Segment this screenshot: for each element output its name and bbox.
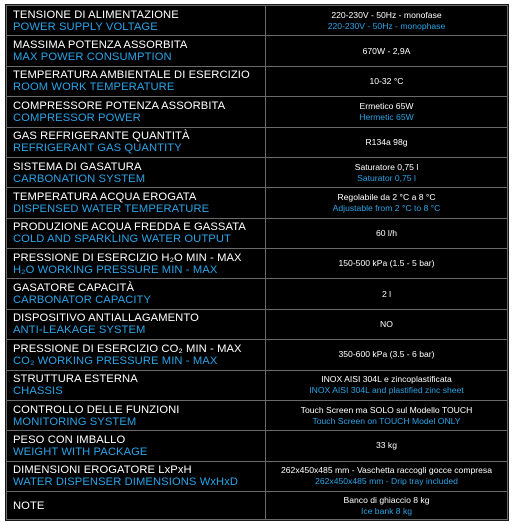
spec-label-italian: GAS REFRIGERANTE QUANTITÀ — [13, 130, 190, 143]
spec-label-english: COLD AND SPARKLING WATER OUTPUT — [13, 233, 231, 246]
spec-value-cell — [266, 157, 508, 187]
spec-label-italian: GASATORE CAPACITÀ — [13, 282, 135, 295]
spec-label-english: CHASSIS — [13, 385, 63, 398]
spec-value-cell — [266, 400, 508, 430]
spec-value-cell — [266, 279, 508, 309]
spec-value-cell — [266, 309, 508, 339]
spec-label-english: ROOM WORK TEMPERATURE — [13, 81, 175, 94]
spec-label-cell — [7, 218, 266, 248]
spec-value-italian: 220-230V - 50Hz - monofase — [331, 9, 442, 20]
spec-label-italian: SISTEMA DI GASATURA — [13, 160, 142, 173]
spec-value-cell — [266, 6, 508, 36]
spec-value-english: Hermetic 65W — [359, 111, 414, 122]
spec-label-english: COMPRESSOR POWER — [13, 111, 141, 124]
spec-value-italian: R134a 98g — [365, 136, 408, 147]
spec-row — [7, 461, 508, 491]
spec-label-italian: MASSIMA POTENZA ASSORBITA — [13, 39, 188, 52]
spec-label-italian: PRODUZIONE ACQUA FREDDA E GASSATA — [13, 221, 246, 234]
spec-label-italian: DISPOSITIVO ANTIALLAGAMENTO — [13, 312, 199, 325]
spec-label-english: MONITORING SYSTEM — [13, 415, 137, 428]
spec-value-italian: 350-600 kPa (3.5 - 6 bar) — [338, 349, 435, 360]
spec-row — [7, 66, 508, 96]
spec-label-cell — [7, 249, 266, 279]
spec-row — [7, 249, 508, 279]
spec-label-english: WEIGHT WITH PACKAGE — [13, 445, 148, 458]
spec-label-cell — [7, 97, 266, 127]
spec-row — [7, 218, 508, 248]
spec-value-cell — [266, 218, 508, 248]
spec-value-english: INOX AISI 304L and plastified zinc sheet — [309, 385, 464, 396]
spec-value-english: Ice bank 8 kg — [360, 505, 413, 516]
spec-row — [7, 400, 508, 430]
spec-label-italian: TEMPERATURA AMBIENTALE DI ESERCIZIO — [13, 69, 250, 82]
spec-value-italian: Banco di ghiaccio 8 kg — [343, 494, 430, 505]
spec-label-cell — [7, 370, 266, 400]
spec-label-italian: DIMENSIONI EROGATORE LxPxH — [13, 464, 192, 477]
spec-label-cell — [7, 6, 266, 36]
spec-row — [7, 97, 508, 127]
spec-row — [7, 279, 508, 309]
spec-row — [7, 492, 508, 520]
spec-label-cell — [7, 66, 266, 96]
spec-value-cell — [266, 492, 508, 520]
spec-value-italian: 670W - 2,9A — [362, 45, 411, 56]
spec-label-english: CO₂ WORKING PRESSURE MIN - MAX — [13, 354, 218, 367]
spec-label-italian: STRUTTURA ESTERNA — [13, 373, 138, 386]
spec-label-english: MAX POWER CONSUMPTION — [13, 51, 172, 64]
spec-label-cell — [7, 127, 266, 157]
spec-row — [7, 157, 508, 187]
spec-label-english: H₂O WORKING PRESSURE MIN - MAX — [13, 263, 218, 276]
spec-row — [7, 309, 508, 339]
spec-value-cell — [266, 249, 508, 279]
spec-value-italian: 2 l — [381, 288, 392, 299]
spec-row — [7, 431, 508, 461]
spec-label-italian: PRESSIONE DI ESERCIZIO CO₂ MIN - MAX — [13, 342, 242, 355]
spec-value-english: Touch Screen on TOUCH Model ONLY — [312, 415, 461, 426]
spec-value-italian: 60 l/h — [375, 227, 398, 238]
spec-value-english: Adjustable from 2 °C to 8 °C — [332, 202, 441, 213]
spec-value-cell — [266, 461, 508, 491]
spec-row — [7, 188, 508, 218]
spec-value-italian: NO — [380, 318, 393, 329]
spec-label-cell — [7, 492, 266, 520]
spec-value-english: 220-230V - 50Hz - monophase — [327, 20, 446, 31]
spec-label-cell — [7, 36, 266, 66]
spec-value-english: Saturator 0,75 l — [357, 172, 416, 183]
spec-label-cell — [7, 340, 266, 370]
spec-value-italian: Touch Screen ma SOLO sul Modello TOUCH — [300, 404, 473, 415]
spec-label-english: WATER DISPENSER DIMENSIONS WxHxD — [13, 476, 239, 489]
spec-value-cell — [266, 431, 508, 461]
spec-row — [7, 127, 508, 157]
spec-value-italian: Saturatore 0,75 l — [354, 161, 419, 172]
spec-row — [7, 340, 508, 370]
spec-label-italian: PRESSIONE DI ESERCIZIO H₂O MIN - MAX — [13, 251, 242, 264]
spec-label-italian: PESO CON IMBALLO — [13, 433, 126, 446]
spec-label-italian: TEMPERATURA ACQUA EROGATA — [13, 190, 197, 203]
spec-label-english: ANTI-LEAKAGE SYSTEM — [13, 324, 146, 337]
spec-label-cell — [7, 309, 266, 339]
spec-value-italian: Regolabile da 2 °C a 8 °C — [337, 191, 436, 202]
spec-value-cell — [266, 340, 508, 370]
spec-sheet — [5, 4, 509, 521]
spec-value-cell — [266, 36, 508, 66]
spec-label-english: REFRIGERANT GAS QUANTITY — [13, 142, 182, 155]
spec-value-italian: 10-32 °C — [369, 75, 404, 86]
spec-label-cell — [7, 157, 266, 187]
spec-row — [7, 36, 508, 66]
spec-label-italian: TENSIONE DI ALIMENTAZIONE — [13, 8, 179, 21]
spec-label-english: CARBONATOR CAPACITY — [13, 294, 152, 307]
spec-value-english: 262x450x485 mm - Drip tray included — [315, 476, 458, 487]
specifications-table — [6, 5, 508, 520]
spec-label-english: DISPENSED WATER TEMPERATURE — [13, 202, 210, 215]
spec-label-cell — [7, 400, 266, 430]
spec-label-english: CARBONATION SYSTEM — [13, 172, 146, 185]
spec-value-italian: 262x450x485 mm - Vaschetta raccogli gocce compresa — [281, 465, 492, 476]
spec-value-cell — [266, 66, 508, 96]
spec-value-italian: Ermetico 65W — [359, 100, 414, 111]
spec-label-italian: COMPRESSORE POTENZA ASSORBITA — [13, 99, 226, 112]
specifications-body — [7, 6, 508, 520]
spec-value-cell — [266, 97, 508, 127]
spec-value-cell — [266, 127, 508, 157]
spec-label-cell — [7, 461, 266, 491]
spec-label-english: POWER SUPPLY VOLTAGE — [13, 20, 158, 33]
spec-row — [7, 6, 508, 36]
spec-value-cell — [266, 370, 508, 400]
spec-row — [7, 370, 508, 400]
spec-label-italian: CONTROLLO DELLE FUNZIONI — [13, 403, 180, 416]
spec-label-cell — [7, 431, 266, 461]
spec-value-italian: 33 kg — [375, 440, 398, 451]
spec-value-cell — [266, 188, 508, 218]
spec-label-cell — [7, 279, 266, 309]
spec-label-italian: NOTE — [13, 499, 45, 512]
spec-value-italian: 150-500 kPa (1.5 - 5 bar) — [338, 258, 435, 269]
spec-value-italian: INOX AISI 304L e zincoplastificata — [321, 374, 452, 385]
spec-label-cell — [7, 188, 266, 218]
